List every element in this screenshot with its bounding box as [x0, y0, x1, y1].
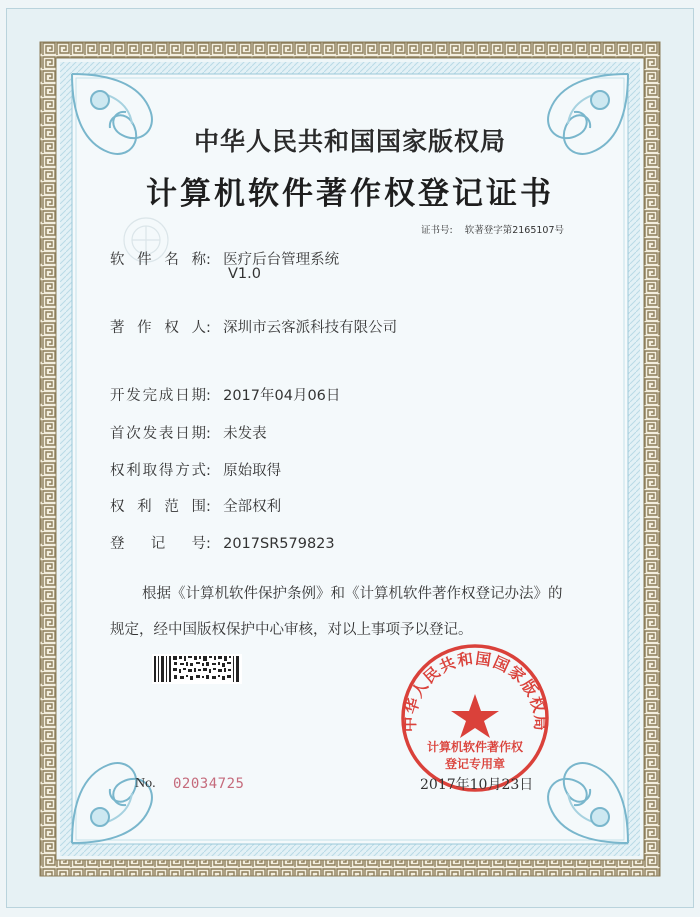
field-acquisition-method: 权利取得方式: 原始取得 [110, 459, 281, 480]
field-value: 深圳市云客派科技有限公司 [223, 320, 398, 336]
field-label: 权利取得方式 [110, 463, 206, 479]
field-label: 软件名称 [110, 252, 206, 268]
field-value: 2017年04月06日 [223, 388, 341, 404]
certificate-number-value: 软著登字第2165107号 [464, 225, 565, 236]
field-software-name: 软件名称: 医疗后台管理系统 [110, 248, 339, 269]
field-value: 原始取得 [223, 463, 282, 479]
statement-line-1: 根据《计算机软件保护条例》和《计算机软件著作权登记办法》的 [142, 586, 563, 602]
software-version: V1.0 [228, 266, 261, 282]
field-rights-scope: 权利范围: 全部权利 [110, 495, 281, 516]
serial-number: 02034725 [173, 776, 245, 792]
barcode [152, 654, 242, 684]
field-value: 全部权利 [223, 499, 282, 515]
issuing-agency: 中华人民共和国国家版权局 [193, 127, 506, 156]
field-first-publication: 首次发表日期: 未发表 [110, 422, 267, 443]
field-label: 开发完成日期 [110, 388, 206, 404]
field-label: 权利范围 [110, 499, 206, 515]
certificate-number [421, 222, 564, 236]
seal-center-line2: 登记专用章 [444, 757, 506, 771]
field-registration-number: 登记号: 2017SR579823 [110, 532, 335, 553]
certificate-title: 计算机软件著作权登记证书 [146, 176, 554, 212]
field-value: 2017SR579823 [223, 536, 335, 552]
issue-date: 2017年10月23日 [420, 777, 534, 793]
field-label: 登记号 [110, 536, 206, 552]
field-value: 医疗后台管理系统 [223, 252, 340, 268]
seal-center-line1: 计算机软件著作权 [426, 740, 524, 754]
serial-label: No. [135, 776, 156, 791]
field-value: 未发表 [223, 426, 267, 442]
certificate-number-label: 证书号: [421, 225, 453, 236]
field-completion-date: 开发完成日期: 2017年04月06日 [110, 384, 340, 405]
field-label: 首次发表日期 [110, 426, 206, 442]
seal-ring-text: 中华人民共和国国家版权局 [400, 649, 550, 733]
statement-line-2: 规定，经中国版权保护中心审核，对以上事项予以登记。 [110, 622, 473, 638]
field-label: 著作权人 [110, 320, 206, 336]
field-copyright-owner: 著作权人: 深圳市云客派科技有限公司 [110, 316, 397, 337]
